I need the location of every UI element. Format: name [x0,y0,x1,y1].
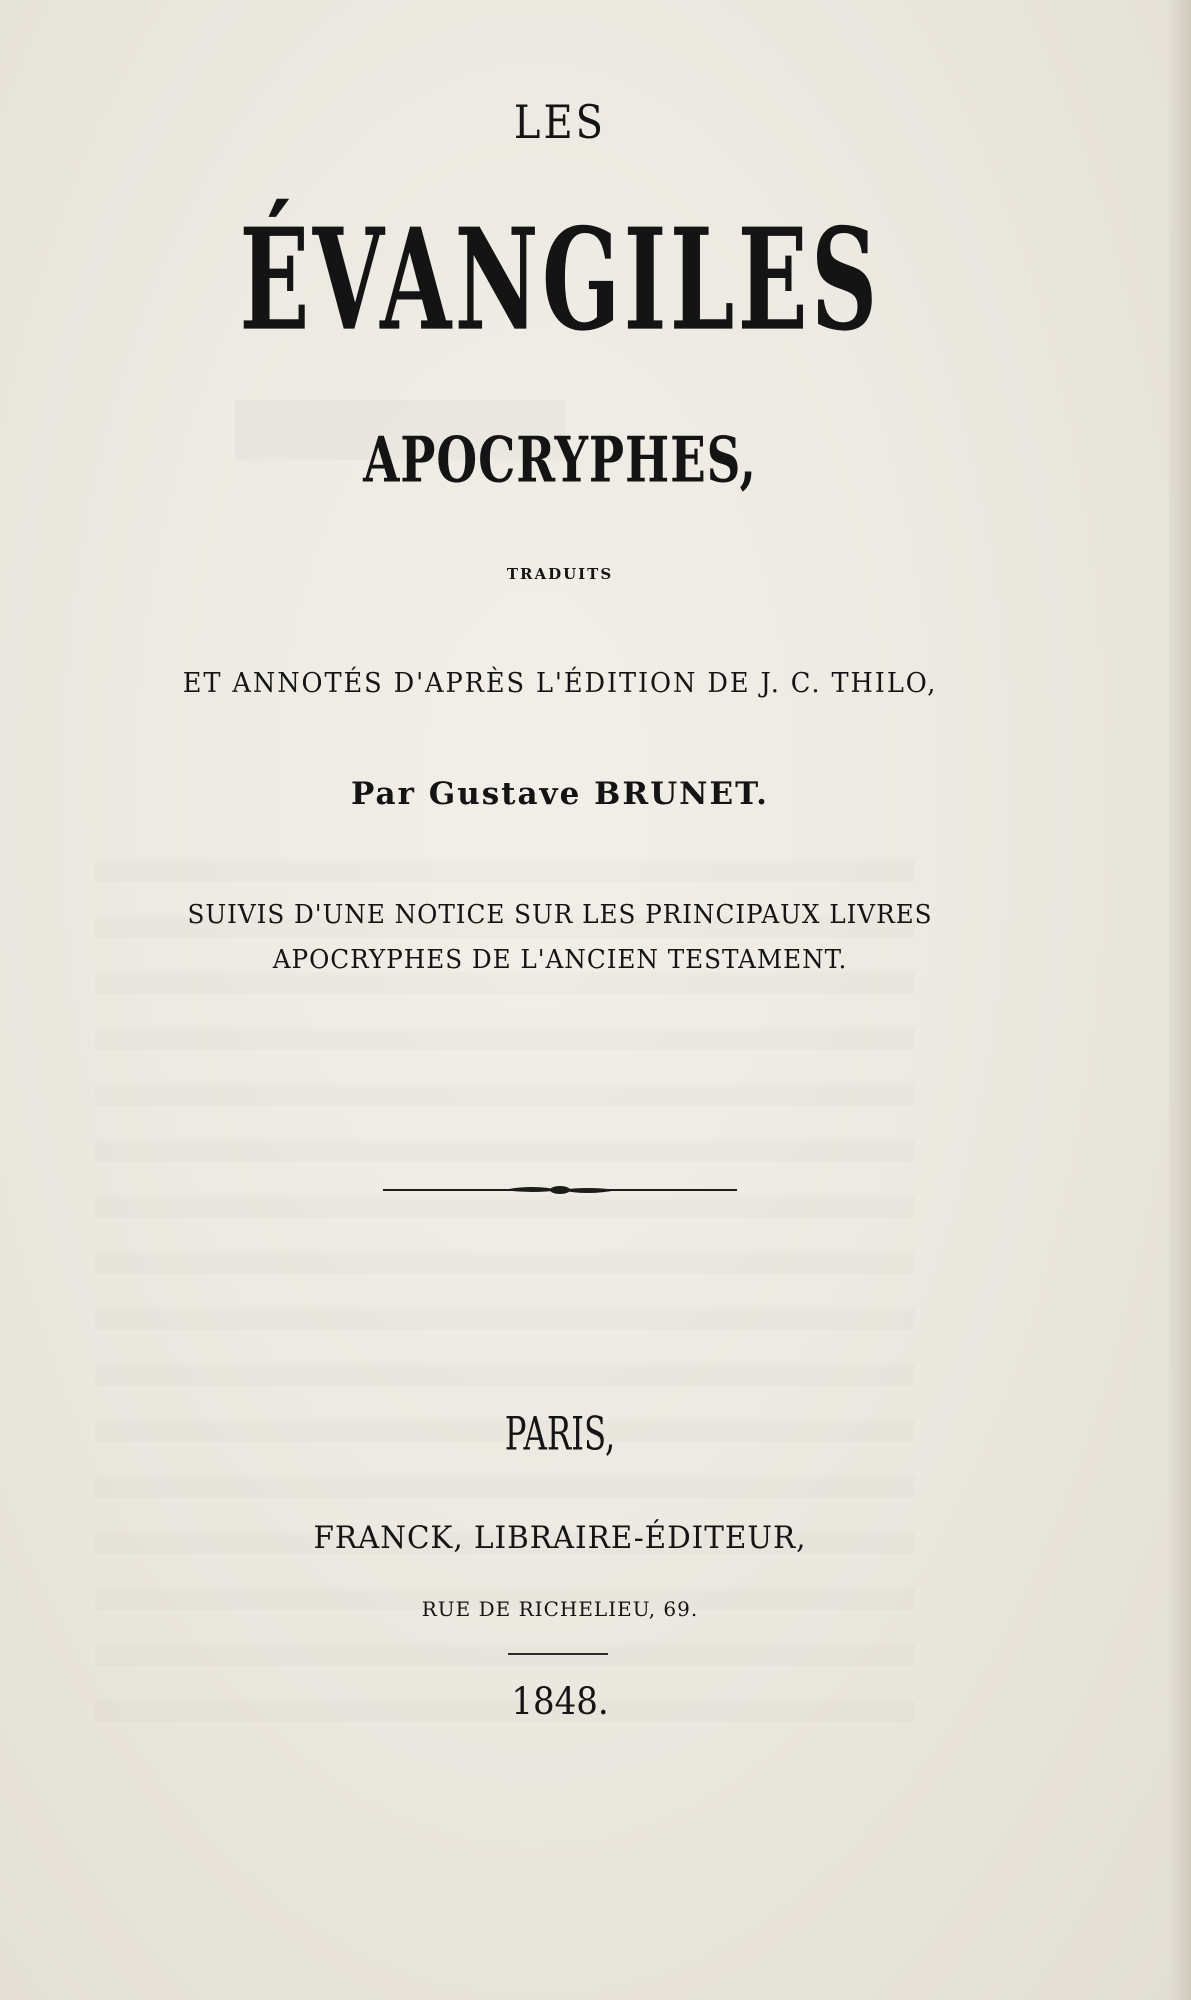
publisher-address: RUE DE RICHELIEU, 69. [421,1597,699,1621]
supplement-line-2: APOCRYPHES DE L'ANCIEN TESTAMENT. [272,945,848,975]
short-divider [508,1653,608,1655]
publisher: FRANCK, LIBRAIRE-ÉDITEUR, [313,1520,807,1556]
subtitle: APOCRYPHES, [363,423,757,498]
ornamental-rule [383,1180,737,1200]
annotation-note: ET ANNOTÉS D'APRÈS L'ÉDITION DE J. C. THILO, [182,668,938,699]
main-title: ÉVANGILES [239,198,881,363]
supplement-line-1: SUIVIS D'UNE NOTICE SUR LES PRINCIPAUX LIVRES [187,900,933,930]
translated-note: TRADUITS [506,565,614,583]
publication-year: 1848. [511,1680,609,1724]
author-line: Par Gustave BRUNET. [351,776,769,812]
city: PARIS, [504,1407,616,1461]
title-article: LES [513,96,607,150]
page-edge [1169,0,1191,2000]
